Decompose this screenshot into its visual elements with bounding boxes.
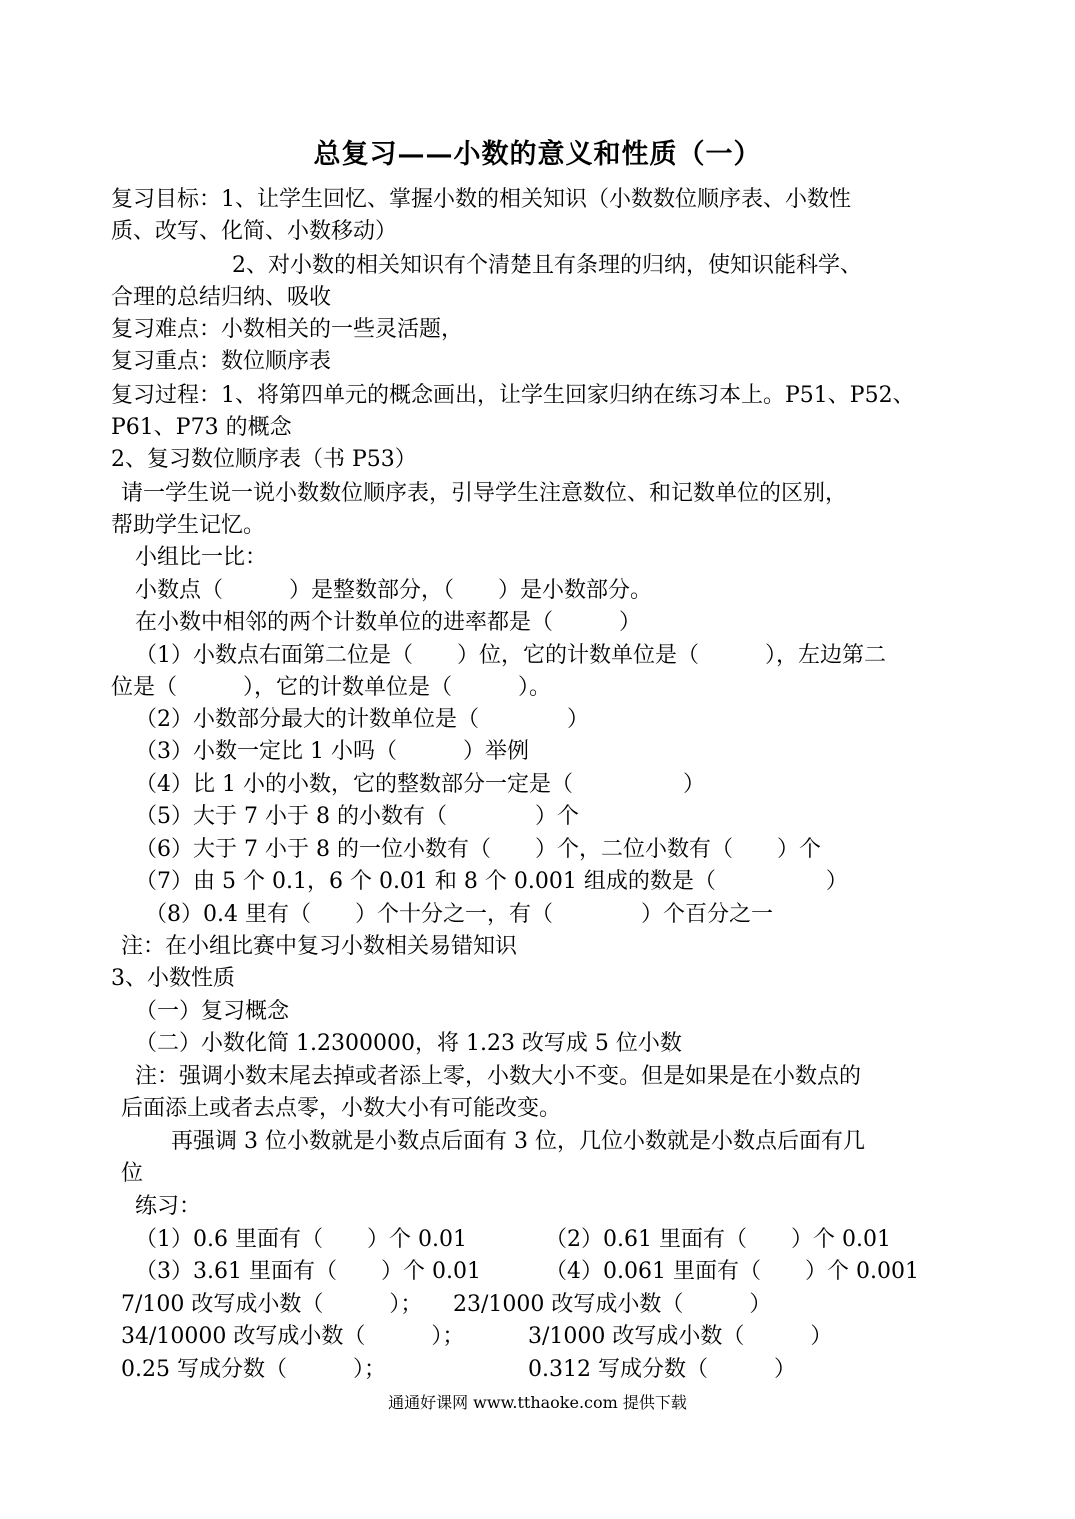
text-line: P61、P73 的概念 [111, 415, 292, 440]
text-line: 位 [121, 1161, 144, 1186]
exercise-item: 0.25 写成分数（ ）； [121, 1357, 386, 1382]
text-line: （二）小数化简 1.2300000，将 1.23 改写成 5 位小数 [135, 1031, 682, 1056]
text-line: 后面添上或者去点零，小数大小有可能改变。 [121, 1096, 562, 1121]
text-line: 再强调 3 位小数就是小数点后面有 3 位，几位小数就是小数点后面有几 [171, 1129, 865, 1154]
question-line: （5）大于 7 小于 8 的小数有（ ）个 [135, 804, 579, 829]
exercise-item: （3）3.61 里面有（ ）个 0.01 [135, 1259, 481, 1284]
question-line: （8）0.4 里有（ ）个十分之一，有（ ）个百分之一 [145, 902, 773, 927]
text-line: 复习目标：1、让学生回忆、掌握小数的相关知识（小数数位顺序表、小数性 [111, 187, 851, 212]
text-line: 质、改写、化简、小数移动） [111, 219, 398, 244]
text-line: 复习过程：1、将第四单元的概念画出，让学生回家归纳在练习本上。P51、P52、 [111, 383, 915, 408]
exercise-item: 0.312 写成分数（ ） [528, 1357, 796, 1382]
question-line: （7）由 5 个 0.1，6 个 0.01 和 8 个 0.001 组成的数是（ ） [135, 869, 848, 894]
text-line: 练习： [135, 1194, 202, 1219]
question-line: （3）小数一定比 1 小吗（ ）举例 [135, 739, 529, 764]
exercise-item: 7/100 改写成小数（ ）； [121, 1292, 423, 1317]
text-line: 在小数中相邻的两个计数单位的进率都是（ ） [135, 610, 642, 635]
text-line: 复习难点：小数相关的一些灵活题， [111, 317, 464, 342]
exercise-item: （1）0.6 里面有（ ）个 0.01 [135, 1227, 467, 1252]
text-line: 2、对小数的相关知识有个清楚且有条理的归纳，使知识能科学、 [232, 253, 862, 278]
text-line: 小组比一比： [135, 545, 268, 570]
exercise-item: （2）0.61 里面有（ ）个 0.01 [545, 1227, 891, 1252]
exercise-item: 3/1000 改写成小数（ ） [528, 1324, 833, 1349]
text-line: 合理的总结归纳、吸收 [111, 285, 332, 310]
section-heading: 2、复习数位顺序表（书 P53） [111, 447, 417, 472]
text-line: 位是（ ），它的计数单位是（ ）。 [111, 675, 552, 700]
text-line: 复习重点：数位顺序表 [111, 349, 332, 374]
question-line: （4）比 1 小的小数，它的整数部分一定是（ ） [135, 772, 705, 797]
text-line: 请一学生说一说小数数位顺序表，引导学生注意数位、和记数单位的区别， [121, 481, 848, 506]
page-title: 总复习——小数的意义和性质（一） [313, 139, 762, 170]
exercise-item: （4）0.061 里面有（ ）个 0.001 [545, 1259, 919, 1284]
text-line: 小数点（ ）是整数部分，（ ）是小数部分。 [135, 578, 653, 603]
exercise-item: 23/1000 改写成小数（ ） [453, 1292, 772, 1317]
section-heading: 3、小数性质 [111, 966, 235, 991]
note-line: 注：强调小数末尾去掉或者添上零，小数大小不变。但是如果是在小数点的 [135, 1064, 862, 1089]
question-line: （6）大于 7 小于 8 的一位小数有（ ）个，二位小数有（ ）个 [135, 837, 821, 862]
text-line: 帮助学生记忆。 [111, 513, 266, 538]
question-line: （1）小数点右面第二位是（ ）位，它的计数单位是（ ），左边第二 [135, 643, 886, 668]
exercise-item: 34/10000 改写成小数（ ）； [121, 1324, 465, 1349]
text-line: （一）复习概念 [135, 999, 290, 1024]
question-line: （2）小数部分最大的计数单位是（ ） [135, 707, 589, 732]
note-line: 注：在小组比赛中复习小数相关易错知识 [121, 934, 518, 959]
page-footer: 通通好课网 www.tthaoke.com 提供下载 [388, 1393, 687, 1412]
